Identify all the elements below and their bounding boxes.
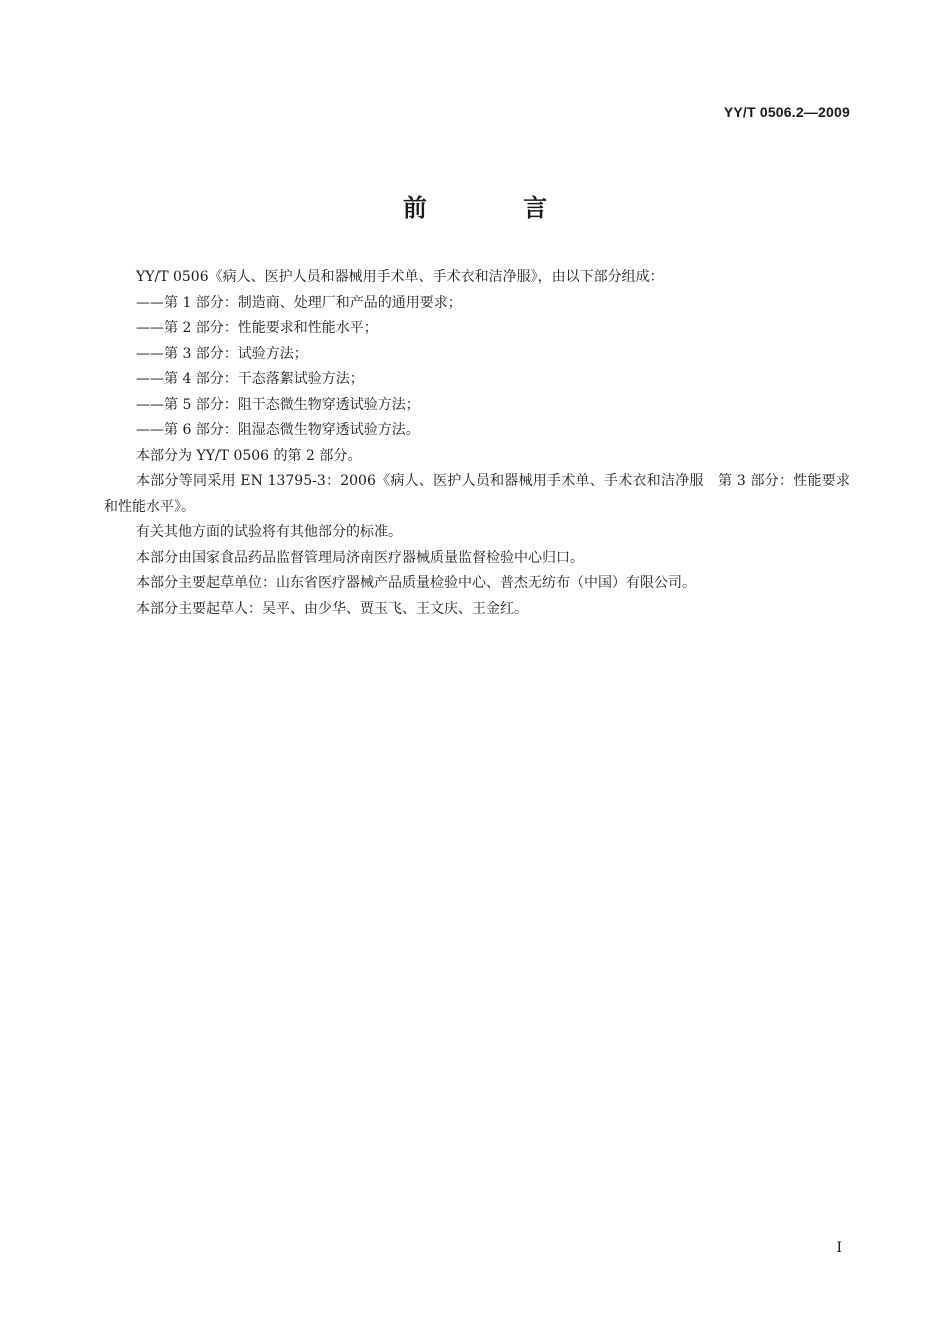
paragraph-adoption: 本部分等同采用 EN 13795-3：2006《病人、医护人员和器械用手术单、手术衣和洁净服 第 3 部分：性能要求和性能水平》。	[104, 473, 850, 515]
parts-list	[104, 291, 850, 444]
list-item: ——第 2 部分：性能要求和性能水平；	[136, 320, 378, 336]
document-body	[104, 265, 850, 622]
list-item: ——第 1 部分：制造商、处理厂和产品的通用要求；	[136, 294, 462, 311]
paragraph-drafters: 本部分主要起草人：吴平、由少华、贾玉飞、王文庆、王金红。	[136, 600, 528, 617]
intro-paragraph: YY/T 0506《病人、医护人员和器械用手术单、手术衣和洁净服》，由以下部分组成：	[136, 269, 664, 285]
paragraph-drafting-units: 本部分主要起草单位：山东省医疗器械产品质量检验中心、普杰无纺布（中国）有限公司。	[136, 575, 696, 591]
list-item: ——第 3 部分：试验方法；	[136, 345, 308, 362]
standard-code: YY/T 0506.2—2009	[723, 104, 850, 120]
list-item: ——第 4 部分：干态落絮试验方法；	[136, 371, 364, 387]
page-number: I	[836, 1240, 842, 1256]
paragraph-part-statement: 本部分为 YY/T 0506 的第 2 部分。	[136, 447, 362, 464]
list-item: ——第 6 部分：阻湿态微生物穿透试验方法。	[136, 422, 420, 438]
paragraph-centralized-by: 本部分由国家食品药品监督管理局济南医疗器械质量监督检验中心归口。	[136, 549, 584, 566]
paragraph-other-tests: 有关其他方面的试验将有其他部分的标准。	[136, 524, 402, 540]
list-item: ——第 5 部分：阻干态微生物穿透试验方法；	[136, 396, 420, 413]
page-title: 前 言	[402, 194, 592, 222]
